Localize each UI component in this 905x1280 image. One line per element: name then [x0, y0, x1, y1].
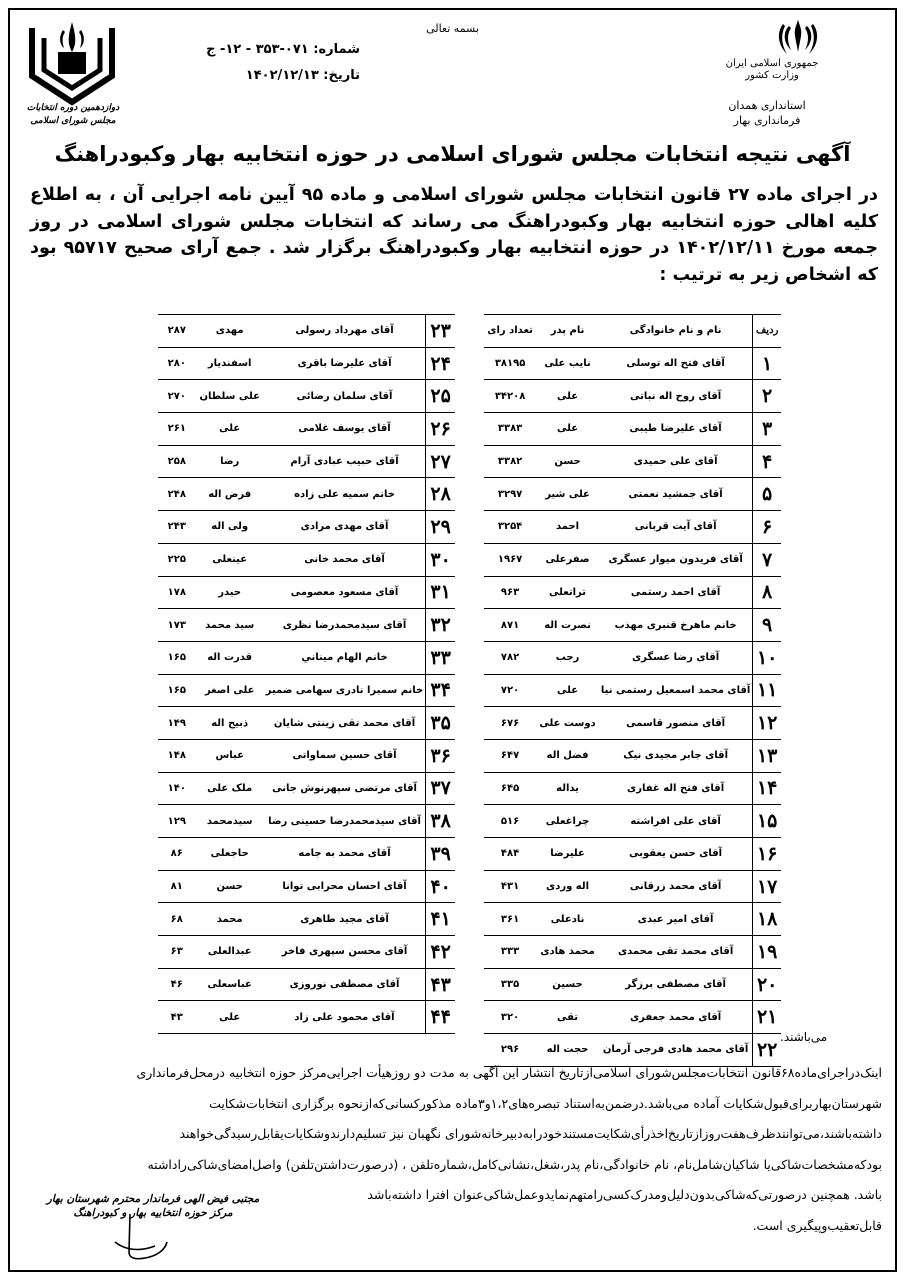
candidate-name: آقای محمود علی زاد	[264, 1001, 426, 1034]
candidate-father-name: مهدی	[196, 315, 264, 348]
candidate-votes: ۴۳	[158, 1001, 196, 1034]
candidate-father-name: ملک علی	[196, 772, 264, 805]
candidate-name: آقای محمد به جامه	[264, 838, 426, 871]
table-row	[158, 511, 455, 544]
candidate-votes: ۱۷۸	[158, 576, 196, 609]
table-row	[484, 413, 781, 446]
table-row	[158, 576, 455, 609]
candidate-row-number: ۹	[753, 609, 781, 642]
candidate-votes: ۸۱	[158, 870, 196, 903]
candidate-row-number: ۱۳	[753, 739, 781, 772]
table-row	[158, 1001, 455, 1034]
candidate-father-name: محمد	[196, 903, 264, 936]
candidate-father-name: چراغعلی	[536, 805, 599, 838]
table-row	[158, 478, 455, 511]
election-logo-icon	[22, 18, 122, 110]
table-row	[484, 347, 781, 380]
candidate-father-name: صفرعلی	[536, 543, 599, 576]
candidate-row-number: ۳۴	[426, 674, 455, 707]
candidate-votes: ۳۳۸۲	[484, 445, 536, 478]
footer-line: شهرستان‌بهار‌برای‌قبول‌شکایات آماده می‌باشد.درضمن‌به‌استناد تبصره‌های۱،۲و۳ماده مذکورکسانی‌که‌ازنحوه برگزاری انتخابات‌شکایت	[209, 1095, 882, 1111]
candidate-votes: ۳۲۵۴	[484, 511, 536, 544]
table-row	[484, 805, 781, 838]
candidate-votes: ۲۵۸	[158, 445, 196, 478]
ministry-label: جمهوری اسلامی ایران وزارت کشور	[725, 58, 819, 81]
candidate-row-number: ۲۴	[426, 347, 455, 380]
candidate-name: آقای منصور قاسمی	[599, 707, 753, 740]
candidate-row-number: ۱۵	[753, 805, 781, 838]
candidate-name: آقای امیر عبدی	[599, 903, 753, 936]
candidate-father-name: دوست علی	[536, 707, 599, 740]
candidate-votes: ۲۶۱	[158, 413, 196, 446]
candidate-votes: ۳۳۸۳	[484, 413, 536, 446]
candidate-row-number: ۳۲	[426, 609, 455, 642]
table-row	[158, 903, 455, 936]
candidate-row-number: ۶	[753, 511, 781, 544]
candidate-name: آقای محسن سپهری فاخر	[264, 936, 426, 969]
candidate-row-number: ۱۸	[753, 903, 781, 936]
candidate-row-number: ۲۹	[426, 511, 455, 544]
table-row	[158, 870, 455, 903]
governor-label: استانداری همدان فرمانداری بهار	[728, 99, 806, 127]
table-row	[484, 870, 781, 903]
iran-emblem-icon	[775, 16, 821, 58]
candidate-name: آقای مهرداد رسولی	[264, 315, 426, 348]
candidate-row-number: ۸	[753, 576, 781, 609]
candidate-row-number: ۲۳	[426, 315, 455, 348]
candidate-father-name: حسین	[536, 968, 599, 1001]
candidate-votes: ۸۷۱	[484, 609, 536, 642]
candidate-votes: ۲۲۵	[158, 543, 196, 576]
header-row-number: ردیف	[753, 315, 781, 348]
bismillah: بسمه تعالی	[426, 22, 479, 35]
candidate-father-name: علی	[196, 1001, 264, 1034]
candidate-name: آقای محمد خانی	[264, 543, 426, 576]
candidate-name: آقای سلمان رضائی	[264, 380, 426, 413]
candidate-name: آقای سیدمحمدرضا نظری	[264, 609, 426, 642]
candidate-votes: ۱۴۹	[158, 707, 196, 740]
table-row	[484, 772, 781, 805]
table-row	[158, 315, 455, 348]
candidate-father-name: ولی اله	[196, 511, 264, 544]
table-row	[484, 380, 781, 413]
candidate-father-name: نادعلی	[536, 903, 599, 936]
candidate-row-number: ۵	[753, 478, 781, 511]
candidate-name: آقای علیرضا طیبی	[599, 413, 753, 446]
candidate-row-number: ۱۰	[753, 641, 781, 674]
candidate-row-number: ۳۸	[426, 805, 455, 838]
candidate-father-name: علی	[536, 380, 599, 413]
candidate-votes: ۲۴۸	[158, 478, 196, 511]
candidate-name: آقای فریدون میوار عسگری	[599, 543, 753, 576]
table-row	[484, 1001, 781, 1034]
candidate-father-name: قدرت اله	[196, 641, 264, 674]
candidate-father-name: عبدالعلی	[196, 936, 264, 969]
letter-number: شماره: ۰۷۱-۳۵۳ - ۱۲- ج	[206, 42, 360, 57]
candidate-father-name: حسن	[536, 445, 599, 478]
candidate-votes: ۲۹۶	[484, 1034, 536, 1067]
candidate-name: آقای مجید طاهری	[264, 903, 426, 936]
candidate-row-number: ۱	[753, 347, 781, 380]
candidate-name: آقای روح اله نباتی	[599, 380, 753, 413]
table-row	[158, 968, 455, 1001]
candidate-votes: ۴۳۱	[484, 870, 536, 903]
table-row	[158, 347, 455, 380]
candidate-votes: ۶۸	[158, 903, 196, 936]
candidate-name: خانم سمیه علی زاده	[264, 478, 426, 511]
candidate-father-name: حاجعلی	[196, 838, 264, 871]
candidate-name: آقای فتح اله توسلی	[599, 347, 753, 380]
candidate-father-name: عباسعلی	[196, 968, 264, 1001]
page-title: آگهی نتیجه انتخابات مجلس شورای اسلامی در حوزه انتخابیه بهار وکبودراهنگ	[54, 142, 851, 166]
header-name: نام و نام خانوادگی	[599, 315, 753, 348]
candidate-row-number: ۴۲	[426, 936, 455, 969]
candidate-row-number: ۴	[753, 445, 781, 478]
candidate-father-name: علی سلطان	[196, 380, 264, 413]
candidate-votes: ۲۸۰	[158, 347, 196, 380]
candidate-row-number: ۲۰	[753, 968, 781, 1001]
letter-date: تاریخ: ۱۴۰۲/۱۲/۱۳	[245, 68, 360, 83]
candidate-row-number: ۴۱	[426, 903, 455, 936]
table-row	[484, 609, 781, 642]
table-row	[484, 936, 781, 969]
candidate-row-number: ۳۹	[426, 838, 455, 871]
candidate-votes: ۷۲۰	[484, 674, 536, 707]
candidate-row-number: ۷	[753, 543, 781, 576]
candidate-name: آقای علی حمیدی	[599, 445, 753, 478]
candidate-father-name: نصرت اله	[536, 609, 599, 642]
candidate-father-name: ذبیح اله	[196, 707, 264, 740]
candidate-votes: ۶۷۶	[484, 707, 536, 740]
candidate-votes: ۴۸۴	[484, 838, 536, 871]
candidate-father-name: علی شیر	[536, 478, 599, 511]
candidate-father-name: احمد	[536, 511, 599, 544]
results-table-right	[484, 314, 781, 1067]
candidate-father-name: اسفندیار	[196, 347, 264, 380]
candidate-votes: ۱۷۳	[158, 609, 196, 642]
candidate-votes: ۳۴۲۰۸	[484, 380, 536, 413]
candidate-row-number: ۱۷	[753, 870, 781, 903]
table-row	[484, 674, 781, 707]
candidate-name: آقای مهدی مرادی	[264, 511, 426, 544]
candidate-father-name: سیدمحمد	[196, 805, 264, 838]
table-row	[158, 641, 455, 674]
logo-caption: دوازدهمین دوره انتخابات مجلس شورای اسلامی	[26, 103, 120, 126]
candidate-father-name: تراتعلی	[536, 576, 599, 609]
candidate-row-number: ۴۴	[426, 1001, 455, 1034]
candidate-father-name: رضا	[196, 445, 264, 478]
footer-line: باشد. همچنین درصورتی‌که‌شاکی‌بدون‌دلیل‌ومدرک‌کسی‌رامتهم‌نمایدوعمل‌شاکی‌عنوان افترا داشته‌باشد	[367, 1187, 882, 1202]
table-row	[484, 576, 781, 609]
table-row	[158, 413, 455, 446]
table-row	[484, 903, 781, 936]
candidate-row-number: ۲۲	[753, 1034, 781, 1067]
table-row	[484, 739, 781, 772]
candidate-father-name: حجت اله	[536, 1034, 599, 1067]
candidate-votes: ۲۷۰	[158, 380, 196, 413]
candidate-father-name: محمد هادی	[536, 936, 599, 969]
intro-paragraph: در اجرای ماده ۲۷ قانون انتخابات مجلس شورای اسلامی و ماده ۹۵ آیین نامه اجرایی آن ، به اطلاع کلیه اهالی حوزه انتخابیه بهار وکبودراهنگ می رساند که انتخابات مجلس شورای اسلامی در روز جمعه مورخ ۱۴۰۲/۱۲/۱۱ در حوزه انتخابیه بهار وکبودراهنگ برگزار شد . جمع آرای صحیح ۹۵۷۱۷ بود که اشخاص زیر به ترتیب :	[30, 185, 878, 285]
candidate-name: آقای محمد زرقانی	[599, 870, 753, 903]
candidate-row-number: ۲۱	[753, 1001, 781, 1034]
candidate-row-number: ۲	[753, 380, 781, 413]
table-row	[158, 805, 455, 838]
candidate-row-number: ۳۳	[426, 641, 455, 674]
candidate-father-name: علی	[536, 413, 599, 446]
candidate-votes: ۱۴۸	[158, 739, 196, 772]
candidate-row-number: ۲۸	[426, 478, 455, 511]
handwritten-signature-icon	[95, 1212, 195, 1262]
candidate-father-name: یداله	[536, 772, 599, 805]
candidate-father-name: سید محمد	[196, 609, 264, 642]
table-row	[158, 543, 455, 576]
header-father: نام پدر	[536, 315, 599, 348]
candidate-father-name: فضل اله	[536, 739, 599, 772]
candidate-votes: ۳۸۱۹۵	[484, 347, 536, 380]
candidate-father-name: علیرضا	[536, 838, 599, 871]
candidate-father-name: حسن	[196, 870, 264, 903]
header-votes: تعداد رای	[484, 315, 536, 348]
candidate-father-name: تقی	[536, 1001, 599, 1034]
results-table-left	[158, 314, 455, 1034]
footer-line: قابل‌تعقیب‌وپیگیری است.	[752, 1217, 882, 1233]
table-row	[158, 707, 455, 740]
signature-block: مجتبی فیض الهی فرماندار محترم شهرستان بهار مرکز حوزه انتخابیه بهار و کبودراهنگ	[46, 1193, 260, 1219]
footer-line: بودکه‌مشخصات‌شاکی‌یا شاکیان‌شامل‌نام، نام خانوادگی،نام پدر،شغل،نشانی‌کامل،شماره‌تلفن ، (درصورت‌داشتن‌تلفن) واصل‌امضای‌شاکی‌راداشته	[147, 1156, 882, 1172]
candidate-name: آقای مصطفی برزگر	[599, 968, 753, 1001]
candidate-name: آقای مرتضی سپهرنوش جانی	[264, 772, 426, 805]
candidate-row-number: ۲۶	[426, 413, 455, 446]
candidate-name: آقای آیت قربانی	[599, 511, 753, 544]
candidate-votes: ۶۴۷	[484, 739, 536, 772]
candidate-name: آقای سیدمحمدرضا حسینی رضا	[264, 805, 426, 838]
candidate-name: آقای احمد رستمی	[599, 576, 753, 609]
candidate-row-number: ۳۱	[426, 576, 455, 609]
candidate-name: آقای حسن یعقوبی	[599, 838, 753, 871]
table-row	[484, 445, 781, 478]
table-row	[484, 543, 781, 576]
table-header-row	[484, 315, 781, 348]
candidate-votes: ۹۶۳	[484, 576, 536, 609]
table-row	[484, 511, 781, 544]
candidate-name: آقای علی افراشته	[599, 805, 753, 838]
candidate-votes: ۳۶۱	[484, 903, 536, 936]
table-row	[158, 936, 455, 969]
candidate-father-name: حیدر	[196, 576, 264, 609]
candidate-father-name: علی	[196, 413, 264, 446]
candidate-votes: ۳۳۳	[484, 936, 536, 969]
candidate-name: آقای حسین سماواتی	[264, 739, 426, 772]
candidate-row-number: ۱۴	[753, 772, 781, 805]
candidate-row-number: ۳۶	[426, 739, 455, 772]
candidate-votes: ۱۴۰	[158, 772, 196, 805]
candidate-name: آقای یوسف غلامی	[264, 413, 426, 446]
table-row	[484, 707, 781, 740]
table-row	[158, 380, 455, 413]
candidate-votes: ۱۶۵	[158, 674, 196, 707]
mibashand-text: می‌باشند.	[780, 1030, 828, 1044]
candidate-row-number: ۴۰	[426, 870, 455, 903]
candidate-name: آقای مسعود معصومی	[264, 576, 426, 609]
candidate-votes: ۲۴۳	[158, 511, 196, 544]
table-row	[484, 641, 781, 674]
candidate-votes: ۶۳	[158, 936, 196, 969]
candidate-votes: ۱۲۹	[158, 805, 196, 838]
candidate-name: آقای رضا عسگری	[599, 641, 753, 674]
candidate-votes: ۶۴۵	[484, 772, 536, 805]
table-row	[158, 772, 455, 805]
candidate-name: خانم ماهرخ قنبری مهذب	[599, 609, 753, 642]
candidate-father-name: فرض اله	[196, 478, 264, 511]
table-row	[158, 609, 455, 642]
candidate-votes: ۷۸۲	[484, 641, 536, 674]
table-row	[158, 445, 455, 478]
candidate-row-number: ۱۹	[753, 936, 781, 969]
candidate-row-number: ۱۶	[753, 838, 781, 871]
candidate-name: آقای محمد اسمعیل رستمی نیا	[599, 674, 753, 707]
table-row	[484, 968, 781, 1001]
candidate-name: خانم سمیرا نادری سهامی ضمیر	[264, 674, 426, 707]
candidate-row-number: ۱۲	[753, 707, 781, 740]
candidate-votes: ۴۶	[158, 968, 196, 1001]
candidate-father-name: رجب	[536, 641, 599, 674]
table-row	[158, 838, 455, 871]
candidate-votes: ۱۶۵	[158, 641, 196, 674]
candidate-father-name: علی	[536, 674, 599, 707]
candidate-name: آقای فتح اله غفاری	[599, 772, 753, 805]
table-row	[158, 739, 455, 772]
candidate-votes: ۵۱۶	[484, 805, 536, 838]
candidate-name: خانم الهام میناني	[264, 641, 426, 674]
candidate-row-number: ۳۰	[426, 543, 455, 576]
candidate-name: آقای محمد هادی فرجی آرمان	[599, 1034, 753, 1067]
candidate-row-number: ۳	[753, 413, 781, 446]
candidate-votes: ۲۸۷	[158, 315, 196, 348]
candidate-father-name: نایب علی	[536, 347, 599, 380]
candidate-votes: ۱۹۶۷	[484, 543, 536, 576]
candidate-father-name: علی اصغر	[196, 674, 264, 707]
candidate-father-name: اله وردی	[536, 870, 599, 903]
candidate-votes: ۸۶	[158, 838, 196, 871]
candidate-name: آقای حبیب عبادی آرام	[264, 445, 426, 478]
footer-line: اینک‌درا‌جرای‌ماده‌۶۸قانون انتخابات‌مجلس‌شورای اسلامی‌ازتاریخ انتشار این آگهی به مدت دو روزهیأت اجرایی‌مرکز حوزه انتخابیه درمحل‌فرمانداری	[136, 1065, 882, 1080]
candidate-name: آقای مصطفی نوروزی	[264, 968, 426, 1001]
candidate-name: آقای احسان محرابی توانا	[264, 870, 426, 903]
footer-line: داشته‌باشند،می‌توانندظرف‌هفت‌روزازتاریخ‌اخذرأی‌شکایت‌مستندخودرابه‌دبیرخانه‌شورای نگهبان نیز تسلیم‌دارندوشکایات‌یقابل‌رسیدگی‌خواهند	[179, 1126, 882, 1141]
candidate-row-number: ۳۵	[426, 707, 455, 740]
candidate-name: آقای علیرضا باقری	[264, 347, 426, 380]
candidate-name: آقای محمد تقی محمدی	[599, 936, 753, 969]
candidate-row-number: ۲۵	[426, 380, 455, 413]
table-row	[484, 478, 781, 511]
candidate-row-number: ۴۳	[426, 968, 455, 1001]
candidate-row-number: ۱۱	[753, 674, 781, 707]
candidate-name: آقای جابر مجیدی نیک	[599, 739, 753, 772]
candidate-row-number: ۲۷	[426, 445, 455, 478]
candidate-father-name: عباس	[196, 739, 264, 772]
candidate-votes: ۳۲۰	[484, 1001, 536, 1034]
candidate-votes: ۳۲۹۷	[484, 478, 536, 511]
table-row	[484, 838, 781, 871]
candidate-father-name: عینعلی	[196, 543, 264, 576]
candidate-name: آقای جمشید نعمتی	[599, 478, 753, 511]
table-row	[158, 674, 455, 707]
candidate-votes: ۳۳۵	[484, 968, 536, 1001]
candidate-row-number: ۳۷	[426, 772, 455, 805]
candidate-name: آقای محمد جعفری	[599, 1001, 753, 1034]
candidate-name: آقای محمد تقی زینتی شایان	[264, 707, 426, 740]
